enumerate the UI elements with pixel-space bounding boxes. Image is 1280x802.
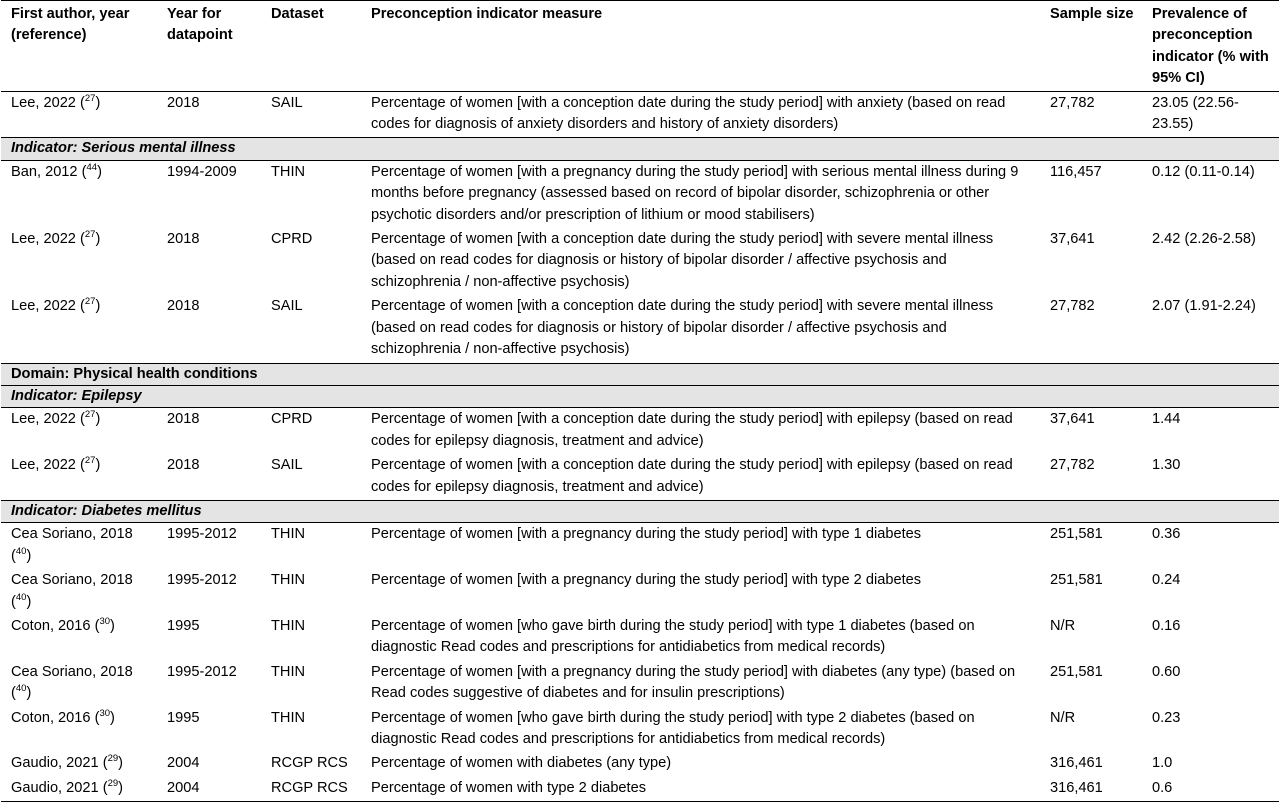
author-name: Lee, 2022 xyxy=(11,411,76,428)
table-header xyxy=(1,1,1279,92)
reference-number: 44 xyxy=(86,161,98,173)
prevalence-cell: 0.6 xyxy=(1142,777,1279,802)
prevalence-cell: 1.0 xyxy=(1152,755,1173,772)
sample-size-cell: 27,782 xyxy=(1050,298,1095,315)
indicator-row xyxy=(1,385,1279,407)
dataset-cell: CPRD xyxy=(271,231,313,248)
author-name: Lee, 2022 xyxy=(11,298,76,315)
table-row xyxy=(1,615,1279,661)
sample-size-cell: 27,782 xyxy=(1050,94,1095,111)
year-cell: 1994-2009 xyxy=(167,163,237,180)
year-cell: 2018 xyxy=(167,231,200,248)
reference-citation: ($^{29}$) xyxy=(102,753,124,772)
sample-size-cell: 251,581 xyxy=(1050,663,1103,680)
table-row xyxy=(1,454,1279,500)
reference-number: 30 xyxy=(99,707,111,719)
measure-cell: Percentage of women [with a pregnancy during the study period] with serious mental illness during 9 months before pregnancy (assessed based on record of bipolar disorder, schizophrenia or other psychotic disorders and/or prescription of lithium or mood stabilisers) xyxy=(371,163,1019,223)
author-name: Cea Soriano, 2018 xyxy=(11,526,133,543)
reference-citation: ($^{44}$) xyxy=(81,161,102,180)
header-row xyxy=(1,1,1279,92)
reference-citation: ($^{40}$) xyxy=(11,591,32,610)
measure-cell: Percentage of women [with a conception date during the study period] with severe mental illness (based on read codes for diagnosis or history of bipolar disorder / affective psychosis and schizophrenia / non-affective psychosis) xyxy=(371,298,994,358)
year-cell: 1995-2012 xyxy=(167,663,237,680)
measure-cell: Percentage of women [with a conception date during the study period] with epilepsy (based on read codes for epilepsy diagnosis, treatment and advice) xyxy=(371,457,1013,495)
reference-citation: ($^{40}$) xyxy=(11,683,32,702)
header-author: First author, year (reference) xyxy=(1,1,157,92)
prevalence-cell: 23.05 (22.56-23.55) xyxy=(1152,94,1239,133)
table-row xyxy=(1,228,1279,295)
author-cell xyxy=(1,661,157,707)
dataset-cell: THIN xyxy=(271,163,306,180)
sample-size-cell: 37,641 xyxy=(1050,411,1095,428)
indicator-label: Indicator: Epilepsy xyxy=(1,385,1279,407)
year-cell: 1995 xyxy=(167,617,200,634)
measure-cell: Percentage of women [with a conception date during the study period] with epilepsy (based on read codes for epilepsy diagnosis, treatment and advice) xyxy=(371,411,1013,449)
author-cell xyxy=(1,777,157,802)
measure-cell: Percentage of women [with a pregnancy during the study period] with type 2 diabetes xyxy=(371,572,922,589)
author-name: Gaudio, 2021 xyxy=(11,755,99,772)
author-name: Cea Soriano, 2018 xyxy=(11,572,133,589)
reference-citation: ($^{30}$) xyxy=(94,615,115,634)
table-row xyxy=(1,569,1279,615)
table-row xyxy=(1,408,1279,454)
measure-cell: Percentage of women [with a pregnancy during the study period] with diabetes (any type) (based on Read codes suggestive of diabetes and for insulin prescriptions) xyxy=(371,663,1016,702)
author-name: Gaudio, 2021 xyxy=(11,779,99,796)
prevalence-cell: 1.44 xyxy=(1152,411,1181,428)
table-row xyxy=(1,91,1279,138)
year-cell: 2018 xyxy=(167,457,200,474)
reference-citation: ($^{27}$) xyxy=(80,92,101,111)
header-prevalence: Prevalence of preconception indicator (% with 95% CI) xyxy=(1142,1,1279,92)
header-measure: Preconception indicator measure xyxy=(361,1,1040,92)
prevalence-cell: 2.42 (2.26-2.58) xyxy=(1152,231,1256,248)
table-row xyxy=(1,661,1279,707)
domain-label: Domain: Physical health conditions xyxy=(1,363,1279,385)
author-cell xyxy=(1,228,157,295)
author-cell xyxy=(1,91,157,138)
measure-cell: Percentage of women [with a pregnancy during the study period] with type 1 diabetes xyxy=(371,526,922,543)
indicator-label: Indicator: Serious mental illness xyxy=(1,138,1279,160)
year-cell: 2018 xyxy=(167,298,200,315)
sample-size-cell: 251,581 xyxy=(1050,572,1103,589)
author-name: Cea Soriano, 2018 xyxy=(11,663,133,680)
reference-number: 29 xyxy=(107,777,119,789)
table-row xyxy=(1,160,1279,228)
table-row xyxy=(1,523,1279,569)
header-year: Year for datapoint xyxy=(157,1,261,92)
author-name: Coton, 2016 xyxy=(11,709,91,726)
reference-number: 40 xyxy=(15,683,27,695)
reference-citation: ($^{27}$) xyxy=(80,409,101,428)
measure-cell: Percentage of women [who gave birth during the study period] with type 2 diabetes (based on diagnostic Read codes and prescriptions for antidiabetics from medical records) xyxy=(371,709,975,747)
reference-citation: ($^{27}$) xyxy=(80,229,101,248)
table-row xyxy=(1,777,1279,802)
sample-size-cell: 37,641 xyxy=(1050,231,1095,248)
author-cell xyxy=(1,295,157,363)
measure-cell: Percentage of women [with a conception date during the study period] with severe mental illness (based on read codes for diagnosis or history of bipolar disorder / affective psychosis and schizophrenia / non-affective psychosis) xyxy=(371,231,994,290)
table-row xyxy=(1,295,1279,363)
sample-size-cell: 316,461 xyxy=(1040,777,1142,802)
reference-number: 40 xyxy=(15,545,27,557)
prevalence-cell: 0.24 xyxy=(1152,572,1181,589)
year-cell: 2004 xyxy=(157,777,261,802)
author-name: Coton, 2016 xyxy=(11,617,91,634)
year-cell: 2018 xyxy=(167,94,200,111)
sample-size-cell: 116,457 xyxy=(1050,163,1102,180)
measure-cell: Percentage of women with diabetes (any type) xyxy=(371,755,672,772)
author-name: Lee, 2022 xyxy=(11,457,76,474)
reference-number: 27 xyxy=(84,455,96,467)
author-cell xyxy=(1,569,157,615)
dataset-cell: THIN xyxy=(271,572,306,589)
dataset-cell: SAIL xyxy=(271,298,303,315)
prevalence-cell: 1.30 xyxy=(1152,457,1181,474)
reference-citation: ($^{27}$) xyxy=(80,455,101,474)
year-cell: 2004 xyxy=(167,755,200,772)
measure-cell: Percentage of women [who gave birth during the study period] with type 1 diabetes (based on diagnostic Read codes and prescriptions for antidiabetics from medical records) xyxy=(371,617,975,656)
reference-citation: ($^{40}$) xyxy=(11,545,32,564)
indicator-row xyxy=(1,500,1279,522)
author-name: Lee, 2022 xyxy=(11,94,76,111)
author-name: Ban, 2012 xyxy=(11,163,78,180)
reference-number: 29 xyxy=(107,753,119,765)
year-cell: 2018 xyxy=(167,411,200,428)
dataset-cell: CPRD xyxy=(271,411,313,428)
author-name: Lee, 2022 xyxy=(11,231,76,248)
preconception-indicator-table xyxy=(1,0,1279,802)
measure-cell: Percentage of women with type 2 diabetes xyxy=(361,777,1040,802)
reference-citation: ($^{30}$) xyxy=(94,707,115,726)
dataset-cell: SAIL xyxy=(271,457,303,474)
dataset-cell: THIN xyxy=(271,526,306,543)
table-body xyxy=(1,91,1279,802)
sample-size-cell: 316,461 xyxy=(1050,755,1103,772)
prevalence-cell: 0.23 xyxy=(1152,709,1181,726)
dataset-cell: RCGP RCS xyxy=(261,777,361,802)
domain-row xyxy=(1,363,1279,385)
sample-size-cell: 27,782 xyxy=(1050,457,1095,474)
prevalence-cell: 0.12 (0.11-0.14) xyxy=(1152,163,1255,180)
year-cell: 1995-2012 xyxy=(167,572,237,589)
reference-number: 27 xyxy=(84,92,96,104)
author-cell xyxy=(1,454,157,500)
header-sample-size: Sample size xyxy=(1040,1,1142,92)
table-row xyxy=(1,707,1279,753)
reference-citation: ($^{29}$) xyxy=(102,777,124,796)
author-cell xyxy=(1,615,157,661)
dataset-cell: THIN xyxy=(271,709,306,726)
reference-number: 27 xyxy=(84,296,96,308)
reference-number: 27 xyxy=(84,229,96,241)
indicator-row xyxy=(1,138,1279,160)
dataset-cell: SAIL xyxy=(271,94,303,111)
reference-citation: ($^{27}$) xyxy=(80,296,101,315)
prevalence-cell: 0.60 xyxy=(1152,663,1181,680)
prevalence-cell: 0.36 xyxy=(1152,526,1181,543)
sample-size-cell: N/R xyxy=(1050,617,1076,634)
author-cell xyxy=(1,160,157,228)
reference-number: 40 xyxy=(15,591,27,603)
measure-cell: Percentage of women [with a conception date during the study period] with anxiety (based on read codes for diagnosis of anxiety disorders and history of anxiety disorders) xyxy=(371,94,1006,133)
prevalence-cell: 0.16 xyxy=(1152,617,1181,634)
prevalence-cell: 2.07 (1.91-2.24) xyxy=(1152,298,1256,315)
table-row xyxy=(1,752,1279,776)
dataset-cell: THIN xyxy=(271,617,306,634)
dataset-cell: RCGP RCS xyxy=(271,755,348,772)
author-cell xyxy=(1,752,157,776)
reference-number: 30 xyxy=(99,615,111,627)
dataset-cell: THIN xyxy=(271,663,306,680)
author-cell xyxy=(1,523,157,569)
year-cell: 1995 xyxy=(167,709,200,726)
author-cell xyxy=(1,707,157,753)
header-dataset: Dataset xyxy=(261,1,361,92)
sample-size-cell: N/R xyxy=(1050,709,1076,726)
reference-number: 27 xyxy=(84,409,96,421)
year-cell: 1995-2012 xyxy=(167,526,237,543)
author-cell xyxy=(1,408,157,454)
sample-size-cell: 251,581 xyxy=(1050,526,1103,543)
indicator-label: Indicator: Diabetes mellitus xyxy=(1,500,1279,522)
